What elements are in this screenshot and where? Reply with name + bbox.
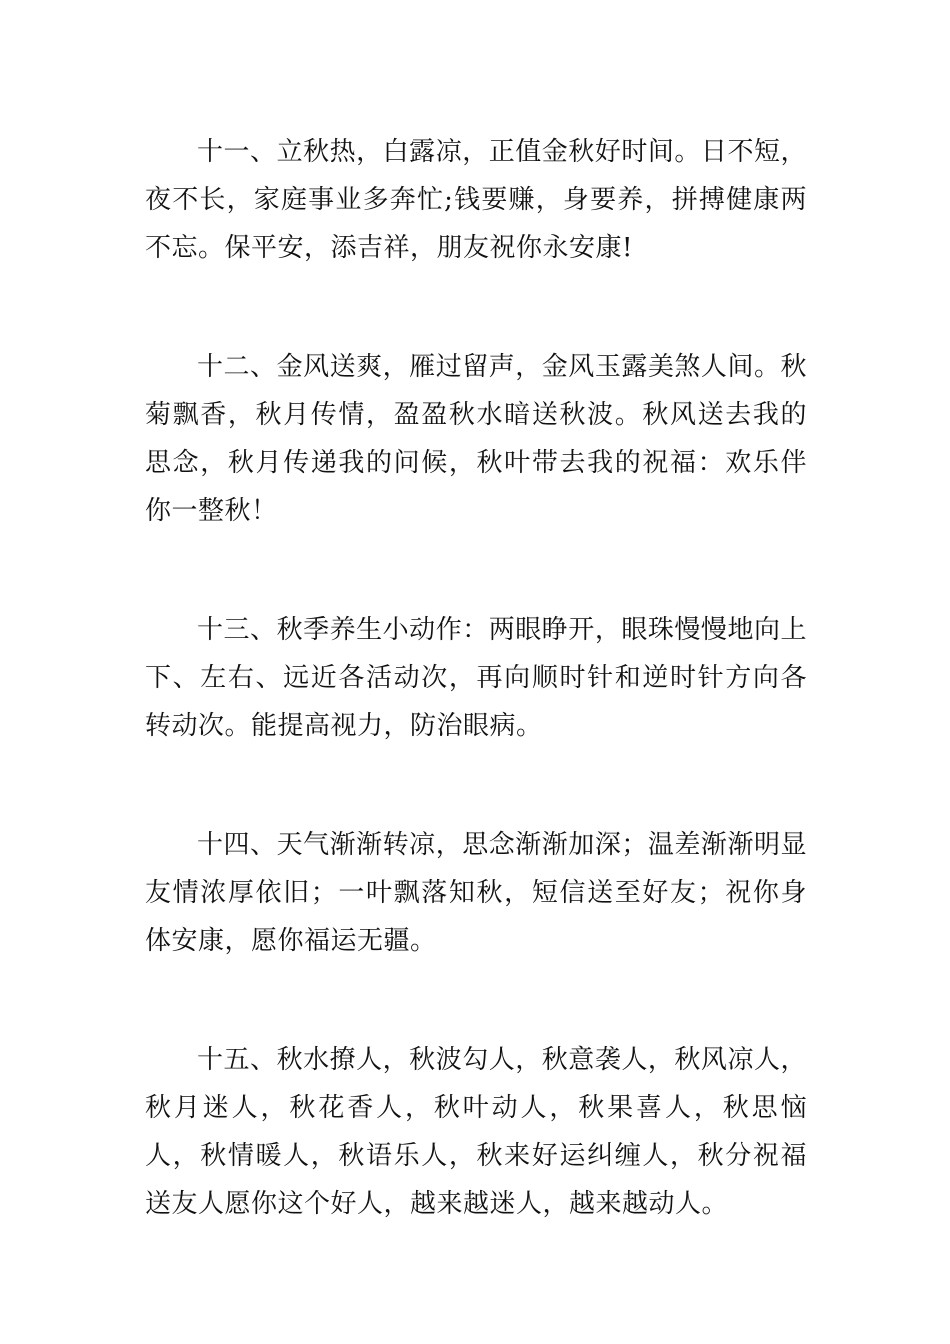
paragraph-14: 十四、天气渐渐转凉，思念渐渐加深；温差渐渐明显友情浓厚依旧；一叶飘落知秋，短信送至好友；祝你身体安康，愿你福运无疆。: [145, 830, 807, 956]
paragraph-13: 十三、秋季养生小动作：两眼睁开，眼珠慢慢地向上下、左右、远近各活动次，再向顺时针和逆时针方向各转动次。能提高视力，防治眼病。: [145, 615, 807, 741]
paragraph-15: 十五、秋水撩人，秋波勾人，秋意袭人，秋风凉人，秋月迷人，秋花香人，秋叶动人，秋果喜人，秋思恼人，秋情暖人，秋语乐人，秋来好运纠缠人，秋分祝福送友人愿你这个好人，越来越迷人，越来越动人。: [145, 1045, 807, 1219]
document-body: [145, 128, 807, 1299]
paragraph-11: 十一、立秋热，白露凉，正值金秋好时间。日不短，夜不长，家庭事业多奔忙;钱要赚，身要养，拼搏健康两不忘。保平安，添吉祥，朋友祝你永安康!: [145, 137, 807, 263]
paragraph-12: 十二、金风送爽，雁过留声，金风玉露美煞人间。秋菊飘香，秋月传情，盈盈秋水暗送秋波。秋风送去我的思念，秋月传递我的问候，秋叶带去我的祝福：欢乐伴你一整秋！: [145, 352, 807, 526]
